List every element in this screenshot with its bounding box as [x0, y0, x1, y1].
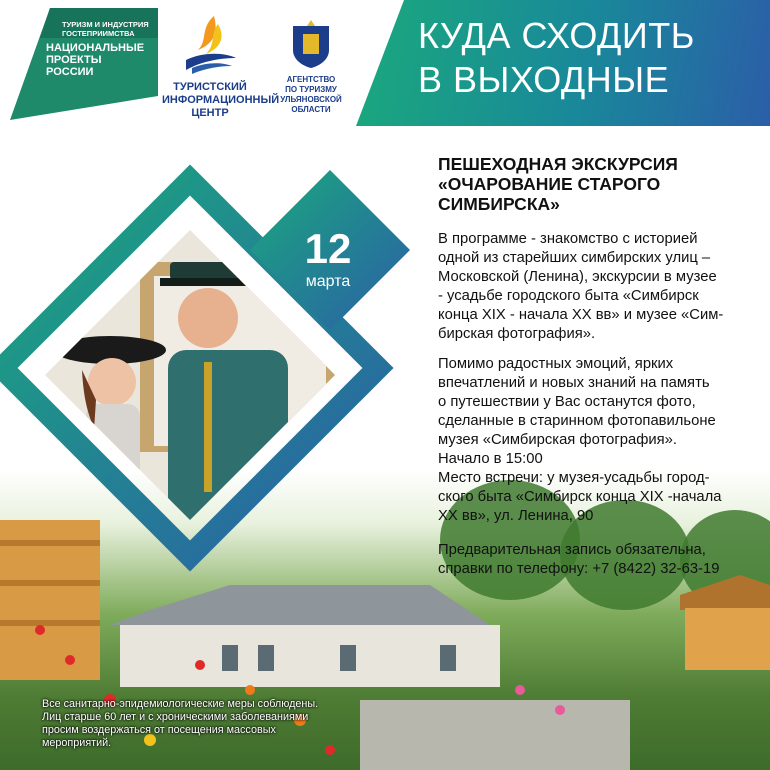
- disclaimer-line: Все санитарно-эпидемиологические меры соблюдены.: [42, 698, 319, 710]
- tic-line: ИНФОРМАЦИОННЫЙ: [162, 94, 280, 106]
- agency-line: АГЕНТСТВО: [286, 75, 336, 84]
- heading-line: «ОЧАРОВАНИЕ СТАРОГО: [438, 174, 661, 194]
- details-paragraph: [438, 355, 768, 526]
- date-month: марта: [305, 273, 351, 290]
- meeting-place: Место встречи: у музея-усадьбы город-: [438, 470, 710, 486]
- registration-paragraph: [438, 541, 768, 579]
- paragraph-line: - усадьбе городского быта «Симбирск: [438, 288, 699, 304]
- natproj-line: РОССИИ: [46, 66, 94, 78]
- natproj-line: НАЦИОНАЛЬНЫЕ: [46, 42, 145, 54]
- white-house: [110, 585, 500, 687]
- paragraph-line: Предварительная запись обязательна,: [438, 542, 706, 558]
- agency-line: ПО ТУРИЗМУ: [285, 85, 337, 94]
- disclaimer-line: мероприятий.: [42, 737, 112, 749]
- event-date: [258, 226, 398, 292]
- paragraph-line: конца XIX - начала XX вв» и музее «Сим-: [438, 307, 724, 323]
- agency-line: УЛЬЯНОВСКОЙ: [280, 95, 342, 104]
- agency-line: ОБЛАСТИ: [291, 105, 331, 114]
- tic-line: ТУРИСТСКИЙ: [173, 81, 247, 93]
- paragraph-line: одной из старейших симбирских улиц –: [438, 250, 711, 266]
- meeting-place: XX вв», ул. Ленина, 90: [438, 508, 594, 524]
- natproj-subtitle: ТУРИЗМ И ИНДУСТРИЯ ГОСТЕПРИИМСТВА: [62, 20, 149, 38]
- paragraph-line: о путешествии у Вас останутся фото,: [438, 394, 696, 410]
- path: [360, 700, 630, 770]
- banner-title-line: В ВЫХОДНЫЕ: [418, 59, 670, 100]
- paragraph-line: впечатлений и новых знаний на память: [438, 375, 710, 391]
- paragraph-line: В программе - знакомство с историей: [438, 231, 698, 247]
- event-heading: [438, 154, 758, 214]
- date-day: 12: [304, 225, 352, 272]
- paragraph-line: музея «Симбирская фотография».: [438, 432, 677, 448]
- phone-line: справки по телефону: +7 (8422) 32-63-19: [438, 561, 720, 577]
- start-time: Начало в 15:00: [438, 451, 543, 467]
- paragraph-line: сделанные в старинном фотопавильоне: [438, 413, 716, 429]
- sanitary-disclaimer: [42, 698, 362, 750]
- program-paragraph: [438, 230, 768, 344]
- banner-title-line: КУДА СХОДИТЬ: [418, 15, 695, 56]
- paragraph-line: Московской (Ленина), экскурсии в музее: [438, 269, 717, 285]
- disclaimer-line: просим воздержаться от посещения массовых: [42, 724, 276, 736]
- natproj-line: ПРОЕКТЫ: [46, 54, 102, 66]
- paragraph-line: Помимо радостных эмоций, ярких: [438, 356, 674, 372]
- meeting-place: ского быта «Симбирск конца XIX -начала: [438, 489, 722, 505]
- heading-line: ПЕШЕХОДНАЯ ЭКСКУРСИЯ: [438, 154, 678, 174]
- wooden-house-right: [680, 575, 770, 670]
- paragraph-line: бирская фотография».: [438, 326, 596, 342]
- disclaimer-line: Лиц старше 60 лет и с хроническими заболеваниями: [42, 711, 309, 723]
- wooden-house-left: [0, 520, 100, 680]
- heading-line: СИМБИРСКА»: [438, 194, 560, 214]
- tic-line: ЦЕНТР: [191, 107, 229, 119]
